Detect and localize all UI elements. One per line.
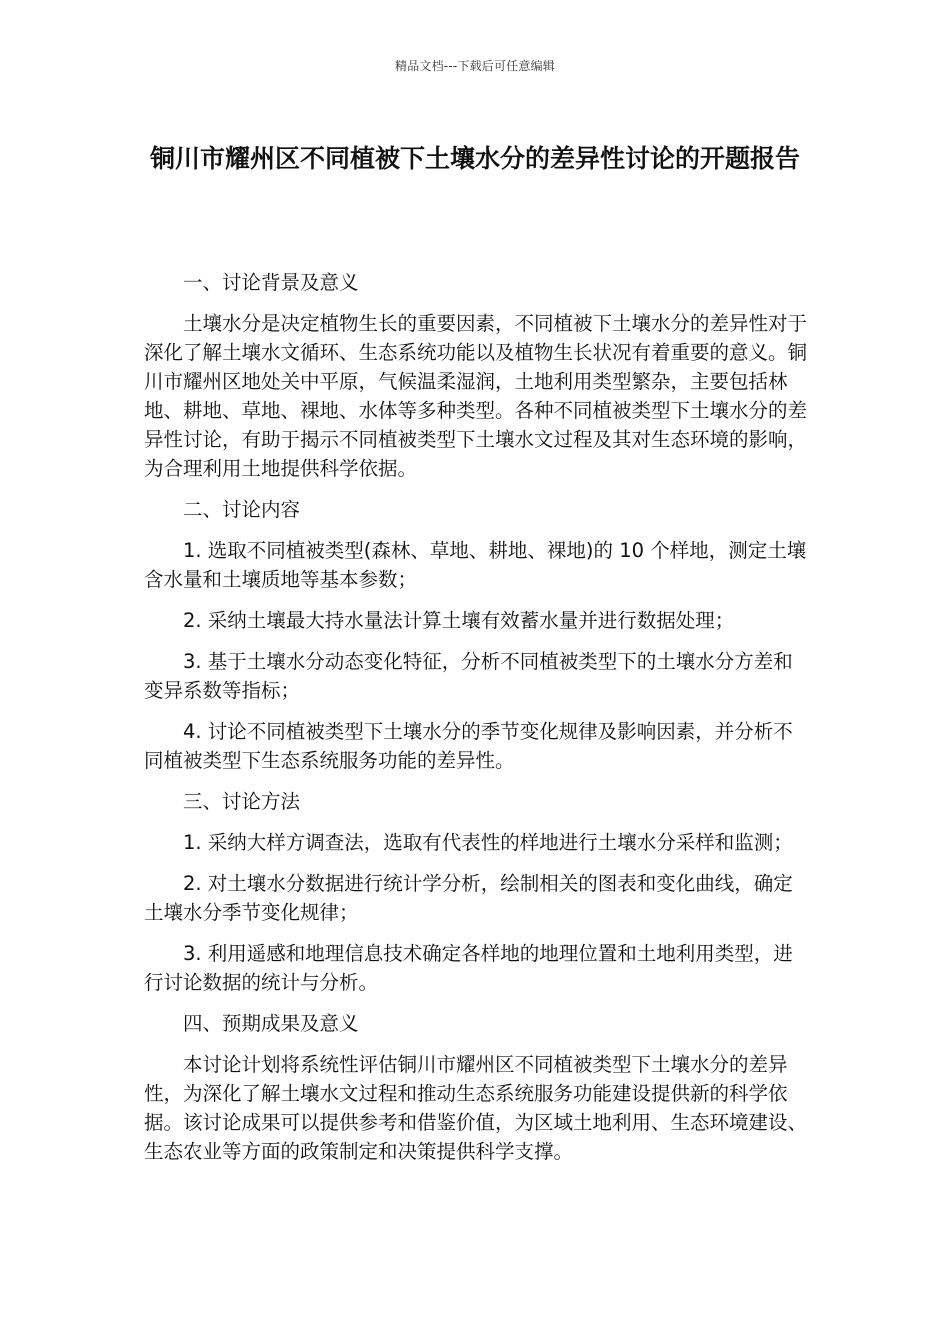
section-heading-content: 二、讨论内容: [183, 498, 301, 521]
section-heading-background: 一、讨论背景及意义: [183, 271, 359, 294]
section-heading-expected-results: 四、预期成果及意义: [183, 1012, 359, 1035]
section-paragraph: 2. 采纳土壤最大持水量法计算土壤有效蓄水量并进行数据处理；: [183, 609, 735, 632]
section-paragraph: 土壤水分是决定植物生长的重要因素，不同植被下土壤水分的差异性对于深化了解土壤水文循环、生态系统功能以及植物生长状况有着重要的意义。铜川市耀州区地处关中平原，气候温柔湿润，土地利用类型繁杂，主要包括林地、耕地、草地、裸地、水体等多种类型。各种不同植被类型下土壤水分的差异性讨论，有助于揭示不同植被类型下土壤水文过程及其对生态环境的影响，为合理利用土地提供科学依据。: [144, 312, 808, 480]
section-paragraph: 2. 对土壤水分数据进行统计学分析，绘制相关的图表和变化曲线，确定土壤水分季节变化规律；: [144, 872, 793, 924]
section-paragraph: 3. 基于土壤水分动态变化特征，分析不同植被类型下的土壤水分方差和变异系数等指标；: [144, 650, 793, 702]
section-heading-methods: 三、讨论方法: [183, 790, 301, 813]
document-title: 铜川市耀州区不同植被下土壤水分的差异性讨论的开题报告: [149, 144, 800, 173]
page-header: 精品文档---下载后可任意编辑: [395, 59, 555, 73]
document-body: [144, 268, 808, 1178]
section-paragraph: 本讨论计划将系统性评估铜川市耀州区不同植被类型下土壤水分的差异性，为深化了解土壤水文过程和推动生态系统服务功能建设提供新的科学依据。该讨论成果可以提供参考和借鉴价值，为区域土地利用、生态环境建设、生态农业等方面的政策制定和决策提供科学支撑。: [144, 1053, 808, 1163]
section-paragraph: 1. 采纳大样方调查法，选取有代表性的样地进行土壤水分采样和监测；: [183, 831, 793, 854]
section-paragraph: 3. 利用遥感和地理信息技术确定各样地的地理位置和土地利用类型，进行讨论数据的统计与分析。: [144, 942, 793, 994]
section-paragraph: 1. 选取不同植被类型(森林、草地、耕地、裸地)的 10 个样地，测定土壤含水量和土壤质地等基本参数；: [144, 539, 807, 591]
section-paragraph: 4. 讨论不同植被类型下土壤水分的季节变化规律及影响因素，并分析不同植被类型下生态系统服务功能的差异性。: [144, 720, 793, 772]
